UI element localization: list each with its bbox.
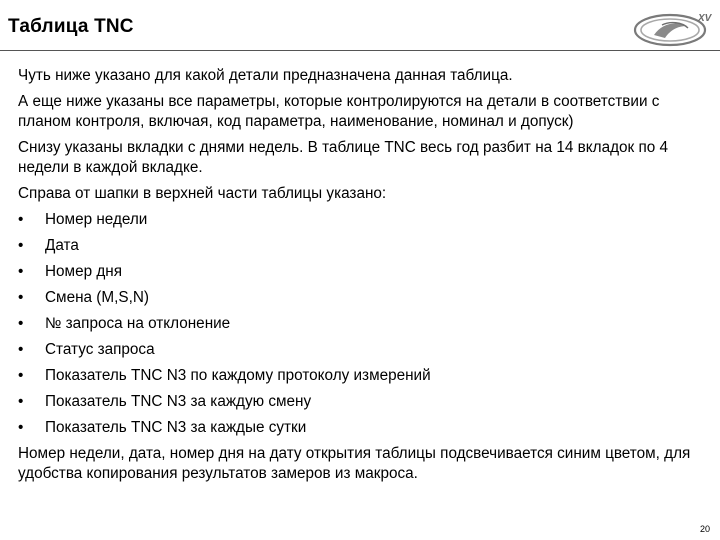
- bullet-marker: •: [18, 341, 24, 358]
- list-item-text: Показатель TNC N3 за каждые сутки: [45, 419, 307, 436]
- title-divider: [0, 50, 720, 51]
- paragraph: Снизу указаны вкладки с днями недель. В таблице TNC весь год разбит на 14 вкладок по 4 недели в каждой вкладке.: [18, 139, 669, 176]
- list-item: [18, 210, 716, 230]
- paragraph: А еще ниже указаны все параметры, которые контролируются на детали в соответствии с планом контроля, включая, код параметра, наименование, номинал и допуск): [18, 93, 660, 130]
- list-item: [18, 288, 716, 308]
- list-item-text: Дата: [45, 237, 79, 254]
- bullet-marker: •: [18, 263, 24, 280]
- paragraph: Номер недели, дата, номер дня на дату открытия таблицы подсвечивается синим цветом, для удобства копирования результатов замеров из макроса.: [18, 445, 691, 482]
- bullet-marker: •: [18, 237, 24, 254]
- bullet-marker: •: [18, 419, 24, 436]
- list-item: [18, 340, 716, 360]
- list-item-text: № запроса на отклонение: [45, 315, 231, 332]
- slide-body: [18, 66, 716, 490]
- list-item-text: Показатель TNC N3 по каждому протоколу измерений: [45, 367, 431, 384]
- list-item-text: Смена (M,S,N): [45, 289, 149, 306]
- bullet-list: [18, 210, 716, 438]
- bullet-marker: •: [18, 393, 24, 410]
- bullet-marker: •: [18, 315, 24, 332]
- list-item: [18, 392, 716, 412]
- logo-text: XV: [698, 13, 712, 24]
- slide-title: Таблица TNC: [8, 16, 134, 37]
- bullet-marker: •: [18, 367, 24, 384]
- paragraph: Справа от шапки в верхней части таблицы указано:: [18, 185, 387, 202]
- bullet-marker: •: [18, 211, 24, 228]
- list-item: [18, 262, 716, 282]
- list-item-text: Статус запроса: [45, 341, 155, 358]
- list-item: [18, 314, 716, 334]
- list-item-text: Показатель TNC N3 за каждую смену: [45, 393, 312, 410]
- list-item-text: Номер недели: [45, 211, 148, 228]
- page-number: 20: [699, 524, 710, 534]
- lada-logo-icon: [632, 8, 718, 48]
- list-item: [18, 236, 716, 256]
- list-item: [18, 418, 716, 438]
- paragraph: Чуть ниже указано для какой детали предназначена данная таблица.: [18, 67, 513, 84]
- list-item: [18, 366, 716, 386]
- bullet-marker: •: [18, 289, 24, 306]
- list-item-text: Номер дня: [45, 263, 122, 280]
